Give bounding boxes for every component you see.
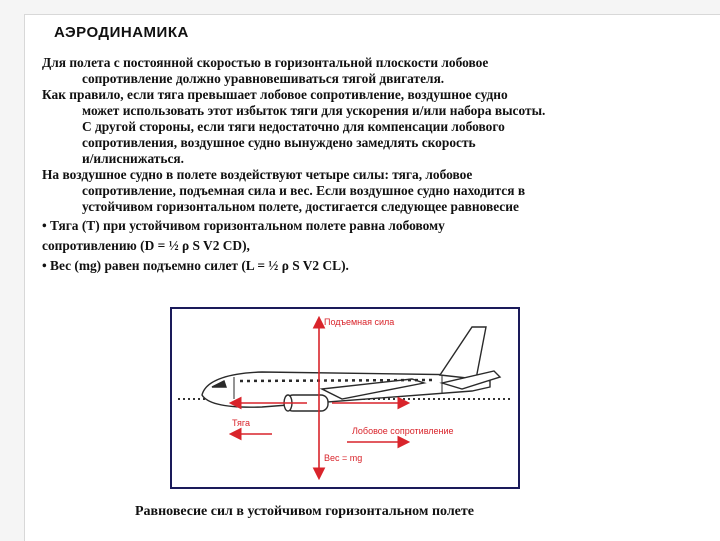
bullet-thrust-cont: сопротивлению (D = ½ ρ S V2 CD), (42, 238, 250, 253)
thrust-label: Тяга (232, 418, 250, 428)
paragraph-3-line-3: устойчивом горизонтальном полете, достигается следующее равновесие (82, 199, 519, 214)
paragraph-2-line-4: сопротивления, воздушное судно вынуждено замедлять скорость (82, 135, 476, 150)
paragraph-3-line-2: сопротивление, подъемная сила и вес. Если воздушное судно находится в (82, 183, 526, 198)
slide-body (42, 55, 682, 275)
drag-label: Лобовое сопротивление (352, 426, 454, 436)
paragraph-1-line-1: Для полета с постоянной скоростью в горизонтальной плоскости лобовое (42, 55, 489, 70)
forces-diagram-svg (172, 309, 518, 487)
paragraph-2-line-2: может использовать этот избыток тяги для ускорения и/или набора высоты. (82, 103, 546, 118)
paragraph-3-line-1: На воздушное судно в полете воздействуют четыре силы: тяга, лобовое (42, 167, 473, 182)
paragraph-1-line-2: сопротивление должно уравновешиваться тягой двигателя. (82, 71, 445, 86)
bullet-thrust: • Тяга (T) при устойчивом горизонтальном полете равна лобовому (42, 218, 445, 233)
paragraph-2-line-3: С другой стороны, если тяги недостаточно для компенсации лобового (82, 119, 505, 134)
figure-caption: Равновесие сил в устойчивом горизонтальном полете (135, 504, 474, 519)
paragraph-3 (42, 167, 682, 215)
slide-title: АЭРОДИНАМИКА (54, 24, 189, 41)
paragraph-1 (42, 55, 682, 87)
paragraph-2-line-1: Как правило, если тяга превышает лобовое сопротивление, воздушное судно (42, 87, 508, 102)
aircraft-icon (202, 327, 500, 411)
forces-diagram (170, 307, 520, 489)
paragraph-2 (42, 87, 682, 167)
bullet-weight: • Вес (mg) равен подъемно силет (L = ½ ρ S V2 CL). (42, 258, 349, 273)
weight-label: Вес = mg (324, 453, 363, 463)
paragraph-2-line-5: и/илиснижаться. (82, 151, 185, 166)
lift-label: Подъемная сила (324, 317, 395, 327)
